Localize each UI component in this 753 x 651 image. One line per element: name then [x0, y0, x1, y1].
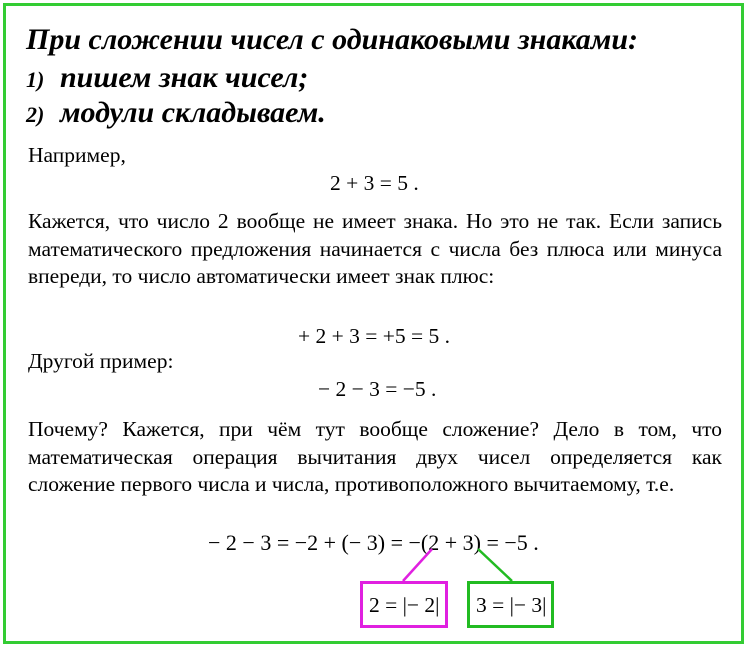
paragraph-1: Кажется, что число 2 вообще не имеет знака. Но это не так. Если запись математического предложения начинается с числа без плюса или минуса впереди, то число автоматически имеет знак плюс:: [28, 209, 722, 288]
example-intro: Например,: [28, 143, 126, 167]
equation-4: − 2 − 3 = −2 + (− 3) = −(2 + 3) = −5 .: [208, 530, 539, 555]
modulus-box-2: [360, 581, 448, 628]
rule-title: При сложении чисел с одинаковыми знаками:: [26, 23, 639, 56]
rule-item-1-text: пишем знак чисел;: [60, 61, 309, 94]
rule-item-2-number: 2): [26, 102, 45, 127]
equation-1: 2 + 3 = 5 .: [330, 171, 419, 195]
modulus-box-3: [467, 581, 554, 628]
paragraph-2: Почему? Кажется, при чём тут вообще сложение? Дело в том, что математическая операция вычитания двух чисел определяется как сложение первого числа и числа, противоположного вычитаемому, т.е.: [28, 417, 722, 496]
connector-line-modulus-2: [403, 549, 432, 581]
connector-line-modulus-3: [478, 549, 512, 581]
rule-item-1-number: 1): [26, 67, 45, 92]
modulus-box-3-text: 3 = |− 3|: [476, 592, 547, 617]
equation-3: − 2 − 3 = −5 .: [318, 377, 437, 401]
equation-2: + 2 + 3 = +5 = 5 .: [298, 324, 451, 348]
another-example-label: Другой пример:: [28, 349, 174, 373]
rule-item-2-text: модули складываем.: [60, 96, 326, 129]
modulus-box-2-text: 2 = |− 2|: [369, 592, 440, 617]
